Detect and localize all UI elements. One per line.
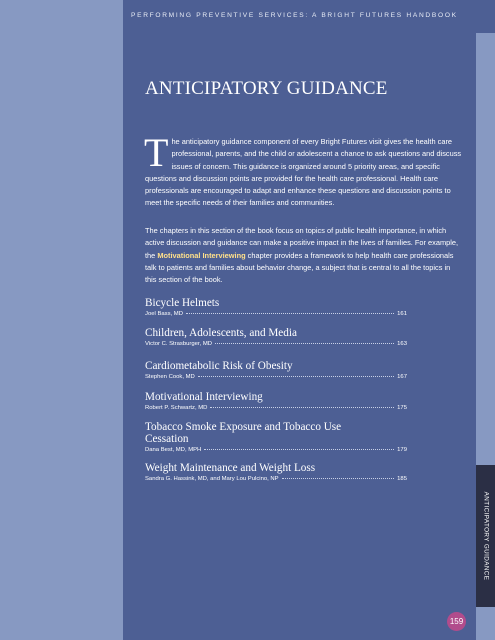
toc-author: Stephen Cook, MD bbox=[145, 374, 195, 380]
toc-author-line bbox=[145, 447, 407, 453]
toc-entry-cardiometabolic-risk[interactable] bbox=[145, 360, 407, 380]
toc-title[interactable]: Children, Adolescents, and Media bbox=[145, 327, 297, 339]
running-header: PERFORMING PREVENTIVE SERVICES: A BRIGHT FUTURES HANDBOOK bbox=[131, 12, 458, 19]
toc-page-number: 185 bbox=[397, 476, 407, 482]
intro-paragraph bbox=[144, 130, 463, 210]
toc-entry-bicycle-helmets[interactable] bbox=[145, 297, 407, 317]
drop-cap: T bbox=[144, 130, 169, 175]
toc-page-number: 175 bbox=[397, 405, 407, 411]
motivational-interviewing-term: Motivational Interviewing bbox=[157, 250, 246, 260]
intro-text: he anticipatory guidance component of every Bright Futures visit gives the health care professional, parents, and the child or adolescent a chance to ask questions and discuss issues of concern. This guidance is organized around 5 priority areas, and specific questions and discussion points are provided for the health care professional. Health care professionals are encouraged to adapt and enhance these questions and discussion points to meet the specific needs of their families and communities. bbox=[145, 137, 462, 208]
chapters-text-after: chapter provides a framework to help health care professionals talk to patients and families about behavior change, a subject that is central to all the topics in this section of the book. bbox=[145, 250, 454, 285]
dot-leader bbox=[186, 313, 394, 314]
toc-page-number: 179 bbox=[397, 447, 407, 453]
toc-title[interactable]: Bicycle Helmets bbox=[145, 297, 220, 309]
toc-author-line bbox=[145, 311, 407, 317]
toc-title[interactable]: Tobacco Smoke Exposure and Tobacco Use Cessation bbox=[145, 421, 342, 445]
dot-leader bbox=[215, 343, 394, 344]
toc-author-line bbox=[145, 405, 407, 411]
toc-author-line bbox=[145, 476, 407, 482]
toc-title[interactable]: Motivational Interviewing bbox=[145, 391, 263, 403]
dot-leader bbox=[210, 407, 394, 408]
page-title: ANTICIPATORY GUIDANCE bbox=[145, 78, 388, 99]
toc-page-number: 161 bbox=[397, 311, 407, 317]
toc-author: Victor C. Strasburger, MD bbox=[145, 341, 212, 347]
toc-author: Dana Best, MD, MPH bbox=[145, 447, 202, 453]
toc-entry-children-media[interactable] bbox=[145, 327, 407, 347]
chapters-paragraph bbox=[145, 225, 463, 286]
dot-leader bbox=[198, 376, 394, 377]
toc-page-number: 167 bbox=[397, 374, 407, 380]
toc-entry-motivational-interviewing[interactable] bbox=[145, 391, 407, 411]
dot-leader bbox=[204, 449, 394, 450]
toc-page-number: 163 bbox=[397, 341, 407, 347]
toc-entry-weight[interactable] bbox=[145, 462, 407, 482]
toc-author: Sandra G. Hassink, MD, and Mary Lou Pulcino, NP bbox=[145, 476, 279, 482]
chapters-text-before: The chapters in this section of the book focus on topics of public health importance, in which active discussion and guidance can make a positive impact in the lives of families. For example, the bbox=[145, 226, 459, 260]
toc-author-line bbox=[145, 341, 407, 347]
left-margin-strip bbox=[0, 0, 123, 640]
toc-author: Robert P. Schwartz, MD bbox=[145, 405, 208, 411]
toc-author-line bbox=[145, 374, 407, 380]
dot-leader bbox=[282, 478, 395, 479]
toc-author: Joel Bass, MD bbox=[145, 311, 183, 317]
side-tab-label: ANTICIPATORY GUIDANCE bbox=[482, 491, 490, 581]
toc-title[interactable]: Cardiometabolic Risk of Obesity bbox=[145, 360, 293, 372]
toc-entry-tobacco[interactable] bbox=[145, 421, 407, 453]
toc-title[interactable]: Weight Maintenance and Weight Loss bbox=[145, 462, 316, 474]
page-number-badge: 159 bbox=[447, 612, 466, 631]
